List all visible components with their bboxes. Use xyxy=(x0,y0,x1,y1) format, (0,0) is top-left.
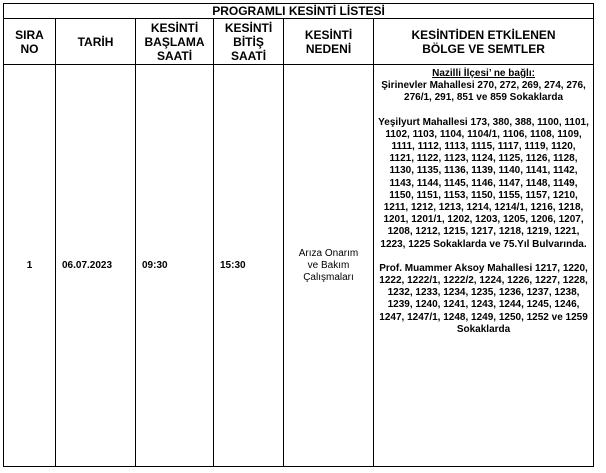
title-row xyxy=(4,4,594,19)
header-sira-no: SIRA NO xyxy=(4,19,56,65)
header-bitis-saati: KESİNTİ BİTİŞ SAATİ xyxy=(214,19,284,65)
header-row xyxy=(4,19,594,65)
cell-kesinti-nedeni: Arıza Onarım ve Bakım Çalışmaları xyxy=(284,65,374,467)
area-yesilyurt: Yeşilyurt Mahallesi 173, 380, 388, 1100, 1101, 1102, 1103, 1104, 1104/1, 1106, 1108, 1109, 1111, 1112, 1113, 1115, 1117, 1119, 1120, 1121, 1122, 1123, 1124, 1125, 1126, 1128, 1130, 1135, 1136, 1139, 1140, 1141, 1142, 1143, 1144, 1145, 1146, 1147, 1148, 1149, 1150, 1151, 1153, 1150, 1155, 1157, 1210, 1211, 1212, 1213, 1214, 1214/1, 1216, 1218, 1201, 1201/1, 1202, 1203, 1205, 1206, 1207, 1208, 1212, 1215, 1217, 1218, 1219, 1221, 1223, 1225 Sokaklarda ve 75.Yıl Bulvarında. xyxy=(378,116,589,250)
table-row xyxy=(4,65,594,467)
paragraph-spacer xyxy=(378,251,589,263)
area-muammer-aksoy: Prof. Muammer Aksoy Mahallesi 1217, 1220, 1222, 1222/1, 1222/2, 1224, 1226, 1227, 1228, 1232, 1233, 1234, 1235, 1236, 1237, 1238, 1239, 1240, 1241, 1243, 1244, 1245, 1246, 1247, 1247/1, 1248, 1249, 1250, 1252 ve 1259 Sokaklarda xyxy=(379,262,588,335)
paragraph-spacer xyxy=(378,105,589,117)
area-sirinevler: Şirinevler Mahallesi 270, 272, 269, 274, 276, 276/1, 291, 851 ve 859 Sokaklarda xyxy=(381,80,586,104)
header-etkilenen-bolge: KESİNTİDEN ETKİLENEN BÖLGE VE SEMTLER xyxy=(374,19,594,65)
cell-bitis-saati: 15:30 xyxy=(214,65,284,467)
table-title: PROGRAMLI KESİNTİ LİSTESİ xyxy=(4,4,594,19)
district-heading: Nazilli İlçesi’ ne bağlı: xyxy=(432,68,535,79)
cell-tarih: 06.07.2023 xyxy=(56,65,136,467)
cell-baslama-saati: 09:30 xyxy=(136,65,214,467)
cell-etkilenen-bolge xyxy=(374,65,594,467)
outage-schedule-table xyxy=(3,3,594,467)
cell-sira-no: 1 xyxy=(4,65,56,467)
header-tarih: TARİH xyxy=(56,19,136,65)
header-kesinti-nedeni: KESİNTİ NEDENİ xyxy=(284,19,374,65)
header-baslama-saati: KESİNTİ BAŞLAMA SAATİ xyxy=(136,19,214,65)
